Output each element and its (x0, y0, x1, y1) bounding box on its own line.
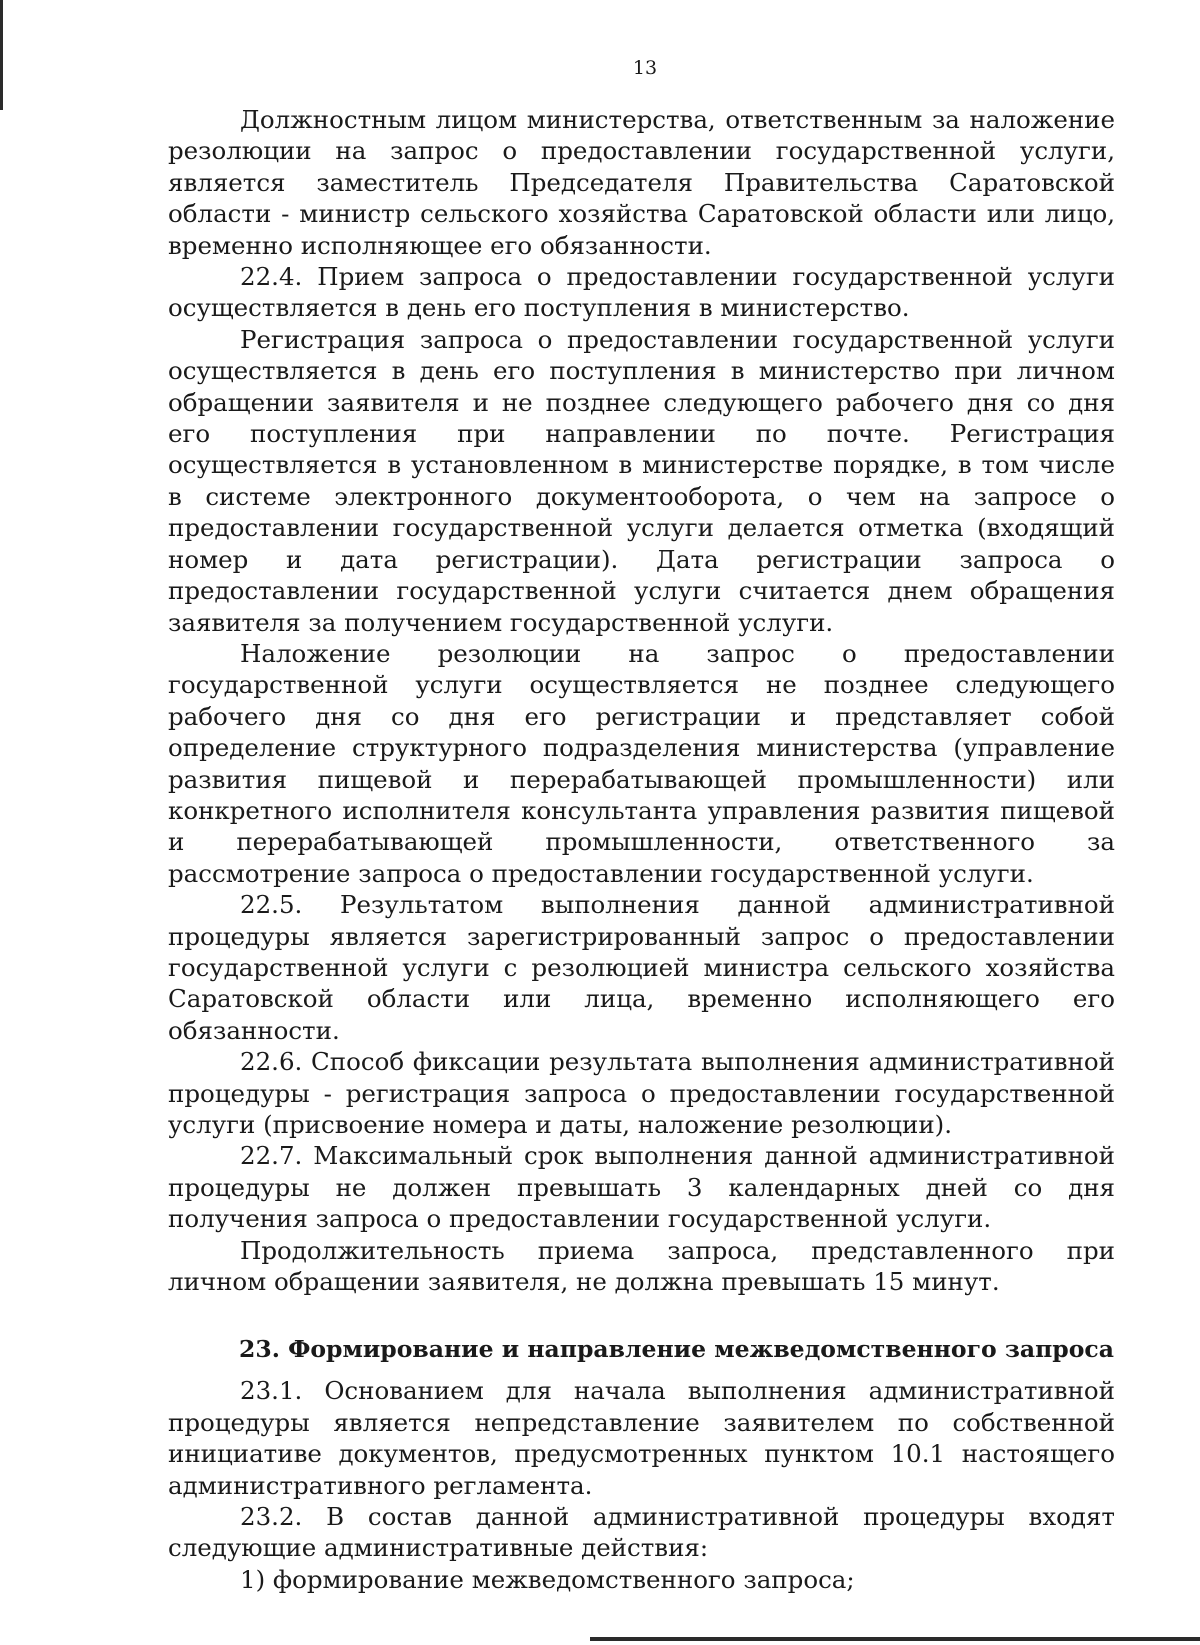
paragraph-23-2: 23.2. В состав данной административной процедуры входят следующие административные действия: (168, 1502, 1115, 1563)
document-body (168, 104, 1115, 1595)
paragraph-22-5: 22.5. Результатом выполнения данной административной процедуры является зарегистрированный запрос о предоставлении государственной услуги с резолюцией министра сельского хозяйства Саратовской области или лица, временно исполняющего его обязанности. (168, 890, 1115, 1045)
list-item-1: 1) формирование межведомственного запроса; (240, 1564, 855, 1594)
page-number: 13 (632, 57, 658, 79)
paragraph-23-1: 23.1. Основанием для начала выполнения административной процедуры является непредставление заявителем по собственной инициативе документов, предусмотренных пунктом 10.1 настоящего административного регламента. (168, 1376, 1115, 1500)
paragraph-responsible-official: Должностным лицом министерства, ответственным за наложение резолюции на запрос о предоставлении государственной услуги, является заместитель Председателя Правительства Саратовской области - министр сельского хозяйства Саратовской области или лицо, временно исполняющее его обязанности. (168, 105, 1115, 260)
scan-edge-bottom (590, 1637, 1200, 1641)
section-heading-23: 23. Формирование и направление межведомственного запроса (239, 1335, 1114, 1364)
paragraph-22-6: 22.6. Способ фиксации результата выполнения административной процедуры - регистрация запроса о предоставлении государственной услуги (присвоение номера и даты, наложение резолюции). (168, 1047, 1115, 1139)
paragraph-22-4: 22.4. Прием запроса о предоставлении государственной услуги осуществляется в день его поступления в министерство. (168, 262, 1115, 323)
paragraph-registration: Регистрация запроса о предоставлении государственной услуги осуществляется в день его поступления в министерство при личном обращении заявителя и не позднее следующего рабочего дня со дня его поступления при направлении по почте. Регистрация осуществляется в установленном в министерстве порядке, в том числе в системе электронного документооборота, о чем на запросе о предоставлении государственной услуги делается отметка (входящий номер и дата регистрации). Дата регистрации запроса о предоставлении государственной услуги считается днем обращения заявителя за получением государственной услуги. (168, 324, 1115, 637)
paragraph-resolution: Наложение резолюции на запрос о предоставлении государственной услуги осуществляется не позднее следующего рабочего дня со дня его регистрации и представляет собой определение структурного подразделения министерства (управление развития пищевой и перерабатывающей промышленности) или конкретного исполнителя консультанта управления развития пищевой и перерабатывающей промышленности, ответственного за рассмотрение запроса о предоставлении государственной услуги. (168, 638, 1115, 888)
paragraph-duration: Продолжительность приема запроса, представленного при личном обращении заявителя, не должна превышать 15 минут. (168, 1235, 1115, 1297)
paragraph-22-7: 22.7. Максимальный срок выполнения данной административной процедуры не должен превышать 3 календарных дней со дня получения запроса о предоставлении государственной услуги. (168, 1141, 1115, 1234)
scan-edge-left (0, 0, 3, 110)
